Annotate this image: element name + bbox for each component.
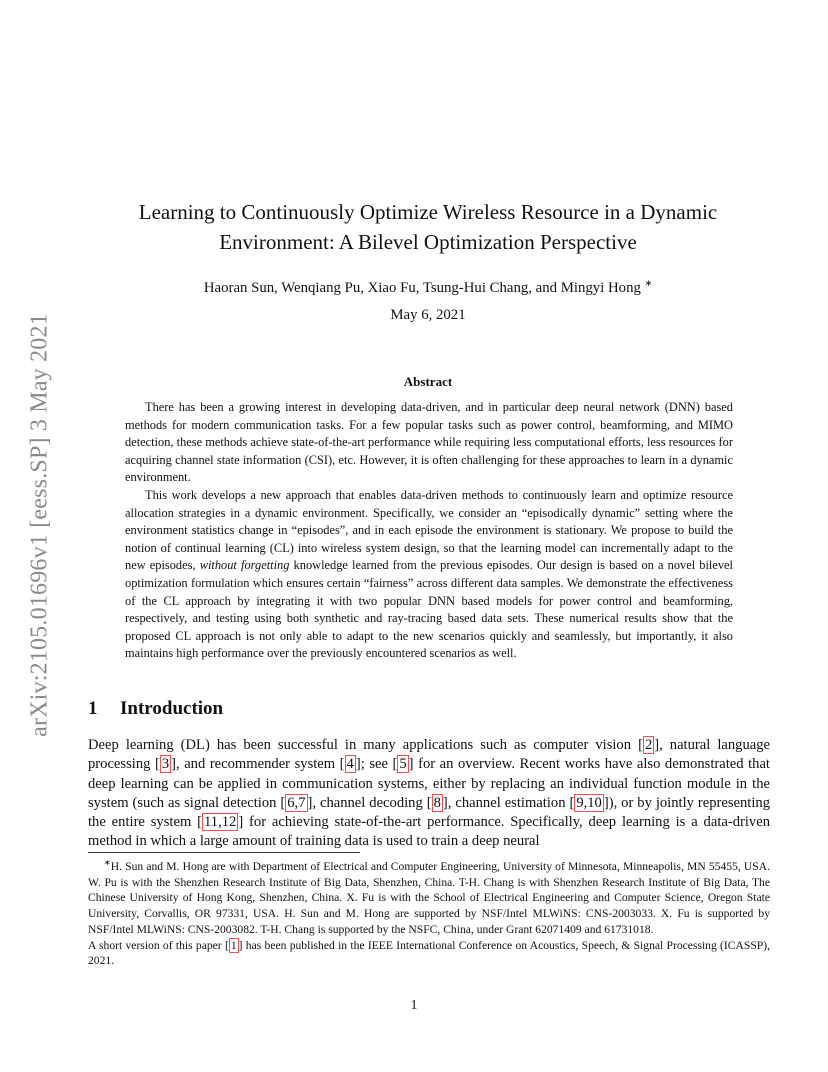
intro-text: ), or by jointly representing the entire system [88, 794, 770, 831]
citation-link[interactable]: 5 [399, 756, 407, 773]
abstract-body [125, 399, 733, 663]
intro-text: for achieving state-of-the-art performance. Specifically, deep learning is a data-driven method in which a large amount of training data is used to train a deep neural [88, 814, 770, 850]
author-list [90, 273, 766, 298]
citation-link[interactable]: 8 [433, 794, 441, 811]
abstract-paragraph-2-text-a: This work develops a new approach that enables data-driven methods to continuously learn and optimize resource allocation strategies in a dynamic environment. Specifically, we consider an “episodically dynamic” setting where the environment statistics change in “episodes”, and in each episode the environment is stationary. We propose to build the notion of continual learning (CL) into wireless system design, so that the learning model can incrementally adapt to the new episodes, [125, 487, 733, 573]
paper-title-line-1: Learning to Continuously Optimize Wireless Resource in a Dynamic [138, 200, 718, 224]
footnote-affiliations-text: H. Sun and M. Hong are with Department of Electrical and Computer Engineering, University of Minnesota, Minneapolis, MN 55455, USA. W. Pu is with the Shenzhen Research Institute of Big Data, Shenzhen, China. T-H. Chang is with Shenzhen Research Institute of Big Data, The Chinese University of Hong Kong, Shenzhen, China. X. Fu is with the School of Electrical Engineering and Computer Science, Oregon State University, Corvallis, OR 97331, USA. H. Sun and M. Hong are supported by NSF/Intel MLWiNS: CNS-2003033. X. Fu is supported by NSF/Intel MLWiNS: CNS-2003082. T-H. Chang is supported by the NSFC, China, under Grant 62071409 and 61731018. [88, 860, 770, 936]
citation-link[interactable]: 6,7 [287, 794, 306, 811]
intro-text: , and recommender system [176, 756, 340, 773]
footnote-divider [88, 852, 360, 853]
citation-link[interactable]: 1 [230, 938, 237, 952]
footnote-text: A short version of this paper [88, 938, 225, 952]
intro-text: Deep learning (DL) has been successful in many applications such as computer vision [88, 737, 639, 753]
citation-link[interactable]: 9,10 [576, 794, 602, 811]
arxiv-identifier-stamp [20, 280, 60, 770]
footnote-affiliations [88, 855, 770, 938]
citation-link[interactable]: 4 [346, 756, 354, 773]
footnote-mark: ∗ [104, 858, 111, 867]
intro-text: for an overview. Recent works have also demonstrated that deep learning can be applied in communication systems, either by replacing an individual function module in the system (such as signal detection [88, 756, 770, 811]
section-title: Introduction [120, 698, 224, 719]
citation-link[interactable]: 2 [644, 737, 653, 753]
abstract-paragraph-2-text-b: knowledge learned from the previous episodes. Our design is based on a novel bilevel optimization formulation which ensures certain “fairness” across different data samples. We demonstrate the effectiveness of the CL approach by integrating it with two popular DNN based models for power control and beamforming, respectively, and testing using both synthetic and ray-tracing based data sets. These numerical results show that the proposed CL approach is not only able to adapt to the new scenarios quickly and seamlessly, but importantly, it also maintains high performance over the previously encountered scenarios as well. [125, 558, 733, 661]
section-heading-introduction [88, 698, 223, 720]
intro-text: , channel estimation [447, 794, 570, 811]
paper-title-line-2: Environment: A Bilevel Optimization Perspective [219, 230, 637, 254]
author-names: Haoran Sun, Wenqiang Pu, Xiao Fu, Tsung-Hui Chang, and Mingyi Hong [203, 280, 641, 296]
publication-date: May 6, 2021 [390, 307, 466, 323]
intro-text: ; see [360, 756, 393, 773]
footnotes [88, 855, 770, 969]
abstract-heading: Abstract [403, 374, 453, 389]
arxiv-identifier-text: arXiv:2105.01696v1 [eess.SP] 3 May 2021 [26, 313, 53, 737]
abstract-emphasis: without forgetting [199, 558, 290, 573]
intro-text: , channel decoding [312, 794, 427, 811]
introduction-paragraph: Deep learning (DL) has been successful in many applications such as computer vision [ 2 ], natural language processing [ 3 ], and recommender system [ 4 ]; see [ 5 ] for an overview. Recent works have also demonstrated that deep learning can be applied in communication systems, either by replacing an individual function module in the system (such as signal detection [ 6,7 ], channel decoding [ 8 ], channel estimation [ 9,10 ]), or by jointly representing the entire system [ 11,12 ] for achieving state-of-the-art performance. Specifically, deep learning is a data-driven method in which a large amount of training data is used to train a deep neural [88, 737, 770, 850]
abstract-paragraph-1: There has been a growing interest in developing data-driven, and in particular deep neural network (DNN) based methods for modern communication tasks. For a few popular tasks such as power control, beamforming, and MIMO detection, these methods achieve state-of-the-art performance while requiring less computational efforts, less resources for acquiring channel state information (CSI), etc. However, it is often challenging for these approaches to learn in a dynamic environment. [125, 400, 733, 485]
abstract-paragraph-2 [125, 487, 733, 663]
section-number: 1 [88, 698, 98, 719]
paper-title [90, 197, 766, 257]
page-number: 1 [410, 998, 418, 1013]
author-footnote-mark: ∗ [644, 278, 653, 288]
footnote-short-version: A short version of this paper [ 1 ] has been published in the IEEE International Conference on Acoustics, Speech, & Signal Processing (ICASSP), 2021. [88, 938, 770, 968]
footnote-text: has been published in the IEEE International Conference on Acoustics, Speech, & Signal Processing (ICASSP), 2021. [88, 938, 770, 968]
citation-link[interactable]: 3 [161, 756, 170, 773]
citation-link[interactable]: 11,12 [204, 814, 237, 831]
intro-text: , natural language processing [88, 737, 770, 773]
